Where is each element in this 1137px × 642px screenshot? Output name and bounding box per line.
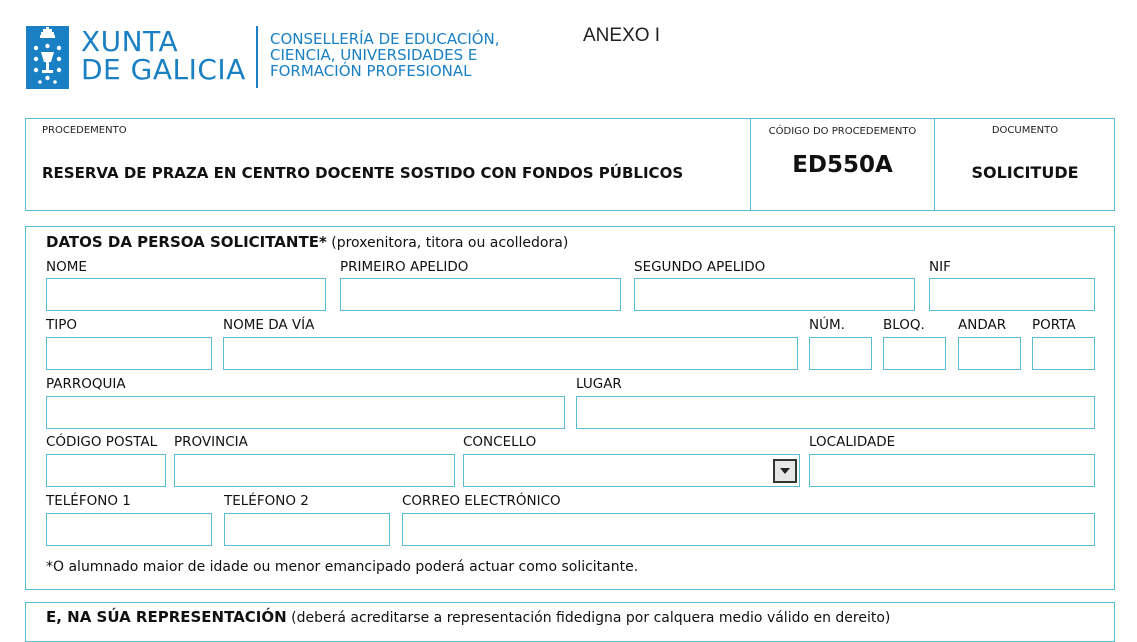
concello-label: CONCELLO xyxy=(463,434,537,450)
tipo-field[interactable] xyxy=(46,337,212,370)
telefono2-field[interactable] xyxy=(224,513,390,546)
logo-line-2: DE GALICIA xyxy=(81,53,246,86)
bloq-field[interactable] xyxy=(883,337,946,370)
telefono1-field[interactable] xyxy=(46,513,212,546)
nome-via-label: NOME DA VÍA xyxy=(223,317,315,333)
num-field[interactable] xyxy=(809,337,872,370)
parroquia-field[interactable] xyxy=(46,396,565,429)
applicant-title: DATOS DA PERSOA SOLICITANTE* xyxy=(46,233,327,251)
andar-field[interactable] xyxy=(958,337,1021,370)
segundo-apelido-label: SEGUNDO APELIDO xyxy=(634,259,766,275)
applicant-note: *O alumnado maior de idade ou menor emancipado poderá actuar como solicitante. xyxy=(46,559,639,575)
localidade-label: LOCALIDADE xyxy=(809,434,896,450)
department-line-3: FORMACIÓN PROFESIONAL xyxy=(270,62,472,80)
tipo-label: TIPO xyxy=(46,317,77,333)
localidade-field[interactable] xyxy=(809,454,1095,487)
provincia-label: PROVINCIA xyxy=(174,434,248,450)
document-label: DOCUMENTO xyxy=(991,125,1059,136)
correo-label: CORREO ELECTRÓNICO xyxy=(402,493,561,509)
logo-line-1: XUNTA xyxy=(81,25,179,58)
dropdown-arrow-icon xyxy=(780,468,790,475)
codigo-postal-label: CÓDIGO POSTAL xyxy=(46,434,158,450)
concello-dropdown-button[interactable] xyxy=(773,459,797,483)
procedure-code: ED550A xyxy=(792,152,893,178)
nome-field[interactable] xyxy=(46,278,326,311)
procedure-title: RESERVA DE PRAZA EN CENTRO DOCENTE SOSTIDO CON FONDOS PÚBLICOS xyxy=(42,164,684,182)
logo-wordmark xyxy=(81,25,246,86)
department-line-1: CONSELLERÍA DE EDUCACIÓN, xyxy=(270,30,500,48)
primeiro-apelido-label: PRIMEIRO APELIDO xyxy=(340,259,469,275)
nome-via-field[interactable] xyxy=(223,337,798,370)
annex-title: ANEXO I xyxy=(583,25,661,46)
telefono2-label: TELÉFONO 2 xyxy=(224,493,309,509)
bloq-label: BLOQ. xyxy=(883,317,925,333)
segundo-apelido-field[interactable] xyxy=(634,278,915,311)
document-type: SOLICITUDE xyxy=(971,163,1079,182)
nif-label: NIF xyxy=(929,259,951,275)
department-name xyxy=(270,31,500,79)
applicant-section-title xyxy=(46,233,568,251)
xunta-galicia-emblem-icon xyxy=(26,26,69,89)
procedure-label: PROCEDEMENTO xyxy=(42,125,127,136)
lugar-field[interactable] xyxy=(576,396,1095,429)
representation-subtitle: (deberá acreditarse a representación fidedigna por calquera medio válido en dereito) xyxy=(286,610,891,626)
primeiro-apelido-field[interactable] xyxy=(340,278,621,311)
logo-divider xyxy=(256,26,258,88)
provincia-field[interactable] xyxy=(174,454,455,487)
telefono1-label: TELÉFONO 1 xyxy=(46,493,131,509)
concello-select[interactable] xyxy=(463,454,800,487)
num-label: NÚM. xyxy=(809,317,845,333)
codigo-postal-field[interactable] xyxy=(46,454,166,487)
department-line-2: CIENCIA, UNIVERSIDADES E xyxy=(270,46,478,64)
lugar-label: LUGAR xyxy=(576,376,622,392)
andar-label: ANDAR xyxy=(958,317,1007,333)
procedure-code-label: CÓDIGO DO PROCEDEMENTO xyxy=(768,126,917,137)
representation-section-title xyxy=(46,608,890,626)
parroquia-label: PARROQUIA xyxy=(46,376,126,392)
nome-label: NOME xyxy=(46,259,87,275)
nif-field[interactable] xyxy=(929,278,1095,311)
porta-field[interactable] xyxy=(1032,337,1095,370)
applicant-subtitle: (proxenitora, titora ou acolledora) xyxy=(326,235,569,251)
representation-title: E, NA SÚA REPRESENTACIÓN xyxy=(46,608,287,626)
correo-field[interactable] xyxy=(402,513,1095,546)
porta-label: PORTA xyxy=(1032,317,1076,333)
